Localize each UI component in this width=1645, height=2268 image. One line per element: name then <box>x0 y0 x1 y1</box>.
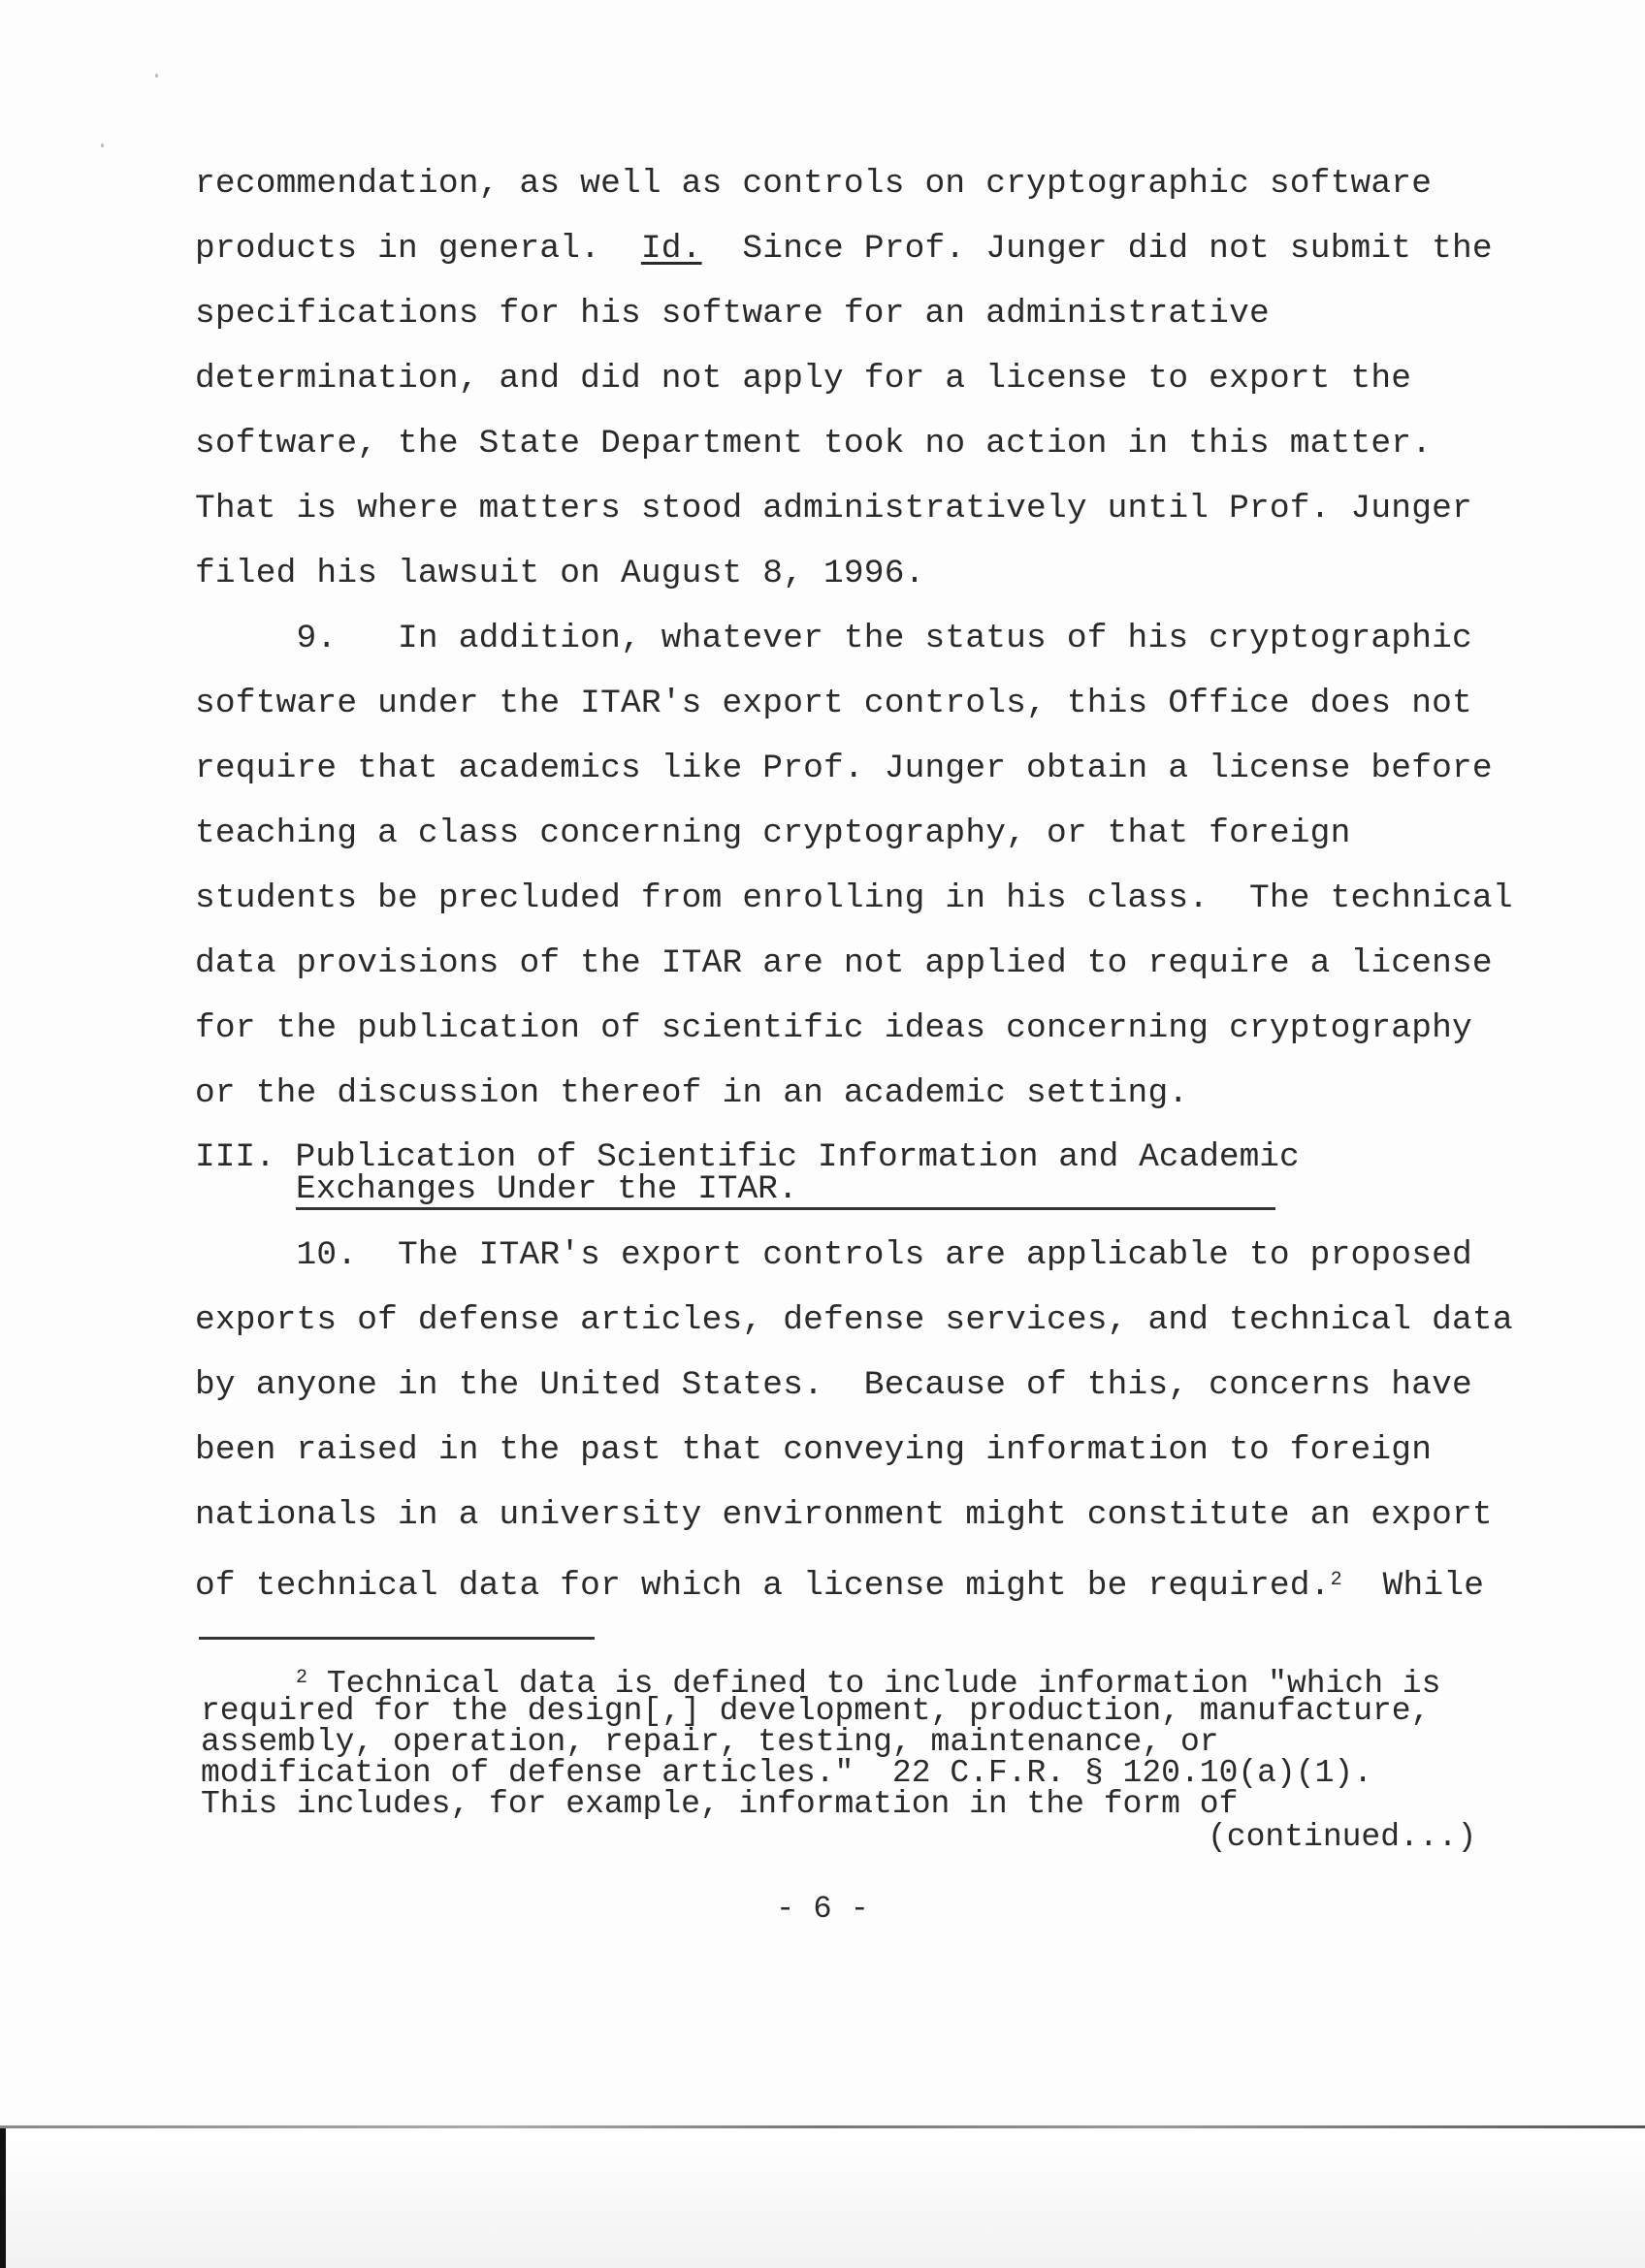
body-line: specifications for his software for an administrative <box>195 295 1270 333</box>
footnote-line: This includes, for example, information in the form of <box>201 1786 1239 1822</box>
paragraph-10-line <box>195 1561 1484 1606</box>
footnote-marker: 2 <box>296 1667 308 1689</box>
body-text: While <box>1341 1567 1485 1605</box>
body-line: recommendation, as well as controls on cryptographic software <box>195 165 1433 203</box>
footnote-rule <box>199 1637 595 1640</box>
body-text: Since Prof. Junger did not submit the <box>701 230 1493 268</box>
section-title-line2: Exchanges Under the ITAR. <box>296 1172 1275 1210</box>
body-line: That is where matters stood administratively until Prof. Junger <box>195 490 1472 527</box>
body-text: of technical data for which a license might be required. <box>195 1567 1331 1605</box>
scanner-bed-edge <box>0 2128 6 2268</box>
footnote-text: Technical data is defined to include information "which is <box>307 1666 1441 1702</box>
scan-speck <box>101 144 104 147</box>
paragraph-9-line: require that academics like Prof. Junger obtain a license before <box>195 750 1493 787</box>
page-number: - 6 - <box>775 1891 869 1927</box>
footnote-continued: (continued...) <box>1208 1819 1477 1855</box>
section-title-line1: Publication of Scientific Information and Academic <box>295 1138 1300 1176</box>
section-number: III. <box>195 1138 275 1176</box>
body-line <box>195 230 1493 269</box>
paragraph-10-line: been raised in the past that conveying information to foreign <box>195 1431 1433 1469</box>
footnote-reference: 2 <box>1330 1569 1342 1591</box>
paragraph-9-line: teaching a class concerning cryptography, or that foreign <box>195 815 1351 852</box>
body-line: filed his lawsuit on August 8, 1996. <box>195 555 925 592</box>
scan-speck <box>155 74 158 78</box>
footnote-line: assembly, operation, repair, testing, maintenance, or <box>201 1724 1219 1760</box>
footnote-line: required for the design[,] development, production, manufacture, <box>201 1693 1431 1729</box>
paragraph-9-line: 9. In addition, whatever the status of his cryptographic <box>195 620 1472 657</box>
paragraph-9-line: or the discussion thereof in an academic setting. <box>195 1074 1189 1112</box>
scanner-bed <box>0 2128 1645 2268</box>
paragraph-9-line: software under the ITAR's export controls, this Office does not <box>195 685 1472 722</box>
paragraph-9-line: data provisions of the ITAR are not applied to require a license <box>195 944 1493 982</box>
paragraph-10-line: by anyone in the United States. Because of this, concerns have <box>195 1366 1472 1404</box>
paragraph-10-line: exports of defense articles, defense services, and technical data <box>195 1301 1513 1339</box>
paragraph-10-line: 10. The ITAR's export controls are applicable to proposed <box>195 1236 1472 1274</box>
paragraph-9-line: for the publication of scientific ideas concerning cryptography <box>195 1009 1472 1047</box>
body-line: determination, and did not apply for a license to export the <box>195 360 1412 398</box>
body-text: products in general. <box>195 230 641 268</box>
paragraph-9-line: students be precluded from enrolling in his class. The technical <box>195 879 1513 917</box>
citation-id: Id. <box>640 230 702 268</box>
body-line: software, the State Department took no action in this matter. <box>195 425 1433 463</box>
footnote-line: modification of defense articles." 22 C.F.R. § 120.10(a)(1). <box>201 1755 1372 1791</box>
paragraph-10-line: nationals in a university environment might constitute an export <box>195 1496 1493 1534</box>
